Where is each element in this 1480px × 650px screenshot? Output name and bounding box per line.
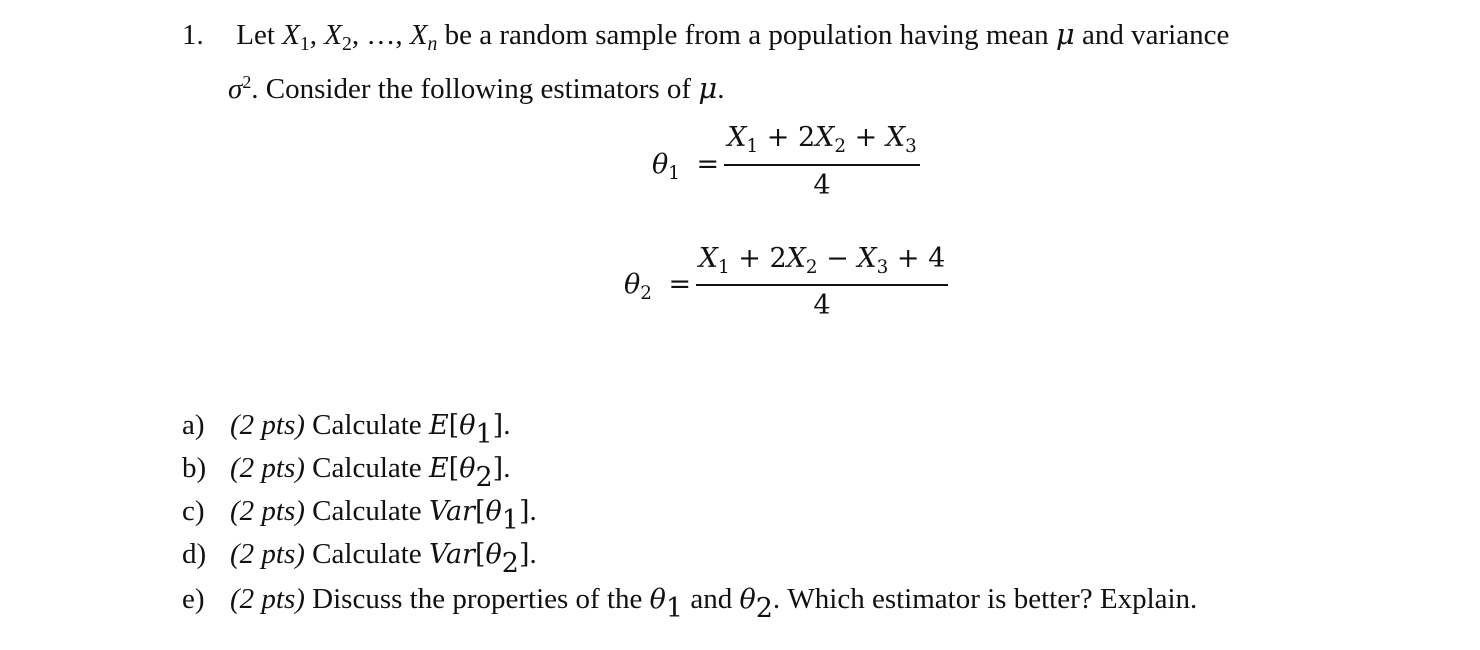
estimator-2-denominator: 4 [813,290,831,321]
mu-symbol: μ [1055,17,1075,51]
estimator-1-lhs: $\theta_1$ = [652,149,720,184]
part-c: c) (2 pts) Calculate Var[θ1]. [182,495,537,536]
part-b: b) (2 pts) Calculate E[θ2]. [182,452,511,493]
estimator-2-numerator: $X_1 + 2X_2 - X_3 + 4$ [698,243,946,278]
part-d: d) (2 pts) Calculate Var[θ2]. [182,538,537,579]
intro-let: Let [236,19,275,51]
problem-line-1: 1. Let $X_1$, $X_2$, …, $X_n$ be a random sample from a population having mean μ and variance [182,17,1230,56]
problem-line-2: $\sigma^2$. Consider the following estimators of μ. [228,71,725,105]
estimator-1-denominator: 4 [813,170,831,201]
consider-text: . Consider the following estimators of [251,73,692,105]
part-a: a) (2 pts) Calculate E[θ1]. [182,409,511,450]
sigma-symbol: σ [228,73,243,105]
intro-end: and variance [1082,19,1230,51]
estimator-1-numerator: $X_1 + 2X_2 + X_3$ [727,122,917,157]
estimator-2-lhs: $\theta_2$ = [624,269,692,304]
problem-number: 1. [182,19,204,51]
intro-mid: be a random sample from a population having mean [444,19,1049,51]
estimator-1-fraction-bar [724,164,920,166]
part-e: e) (2 pts) Discuss the properties of the θ1 and θ2. Which estimator is better? Explain. [182,583,1198,624]
estimator-2-fraction-bar [696,284,948,286]
